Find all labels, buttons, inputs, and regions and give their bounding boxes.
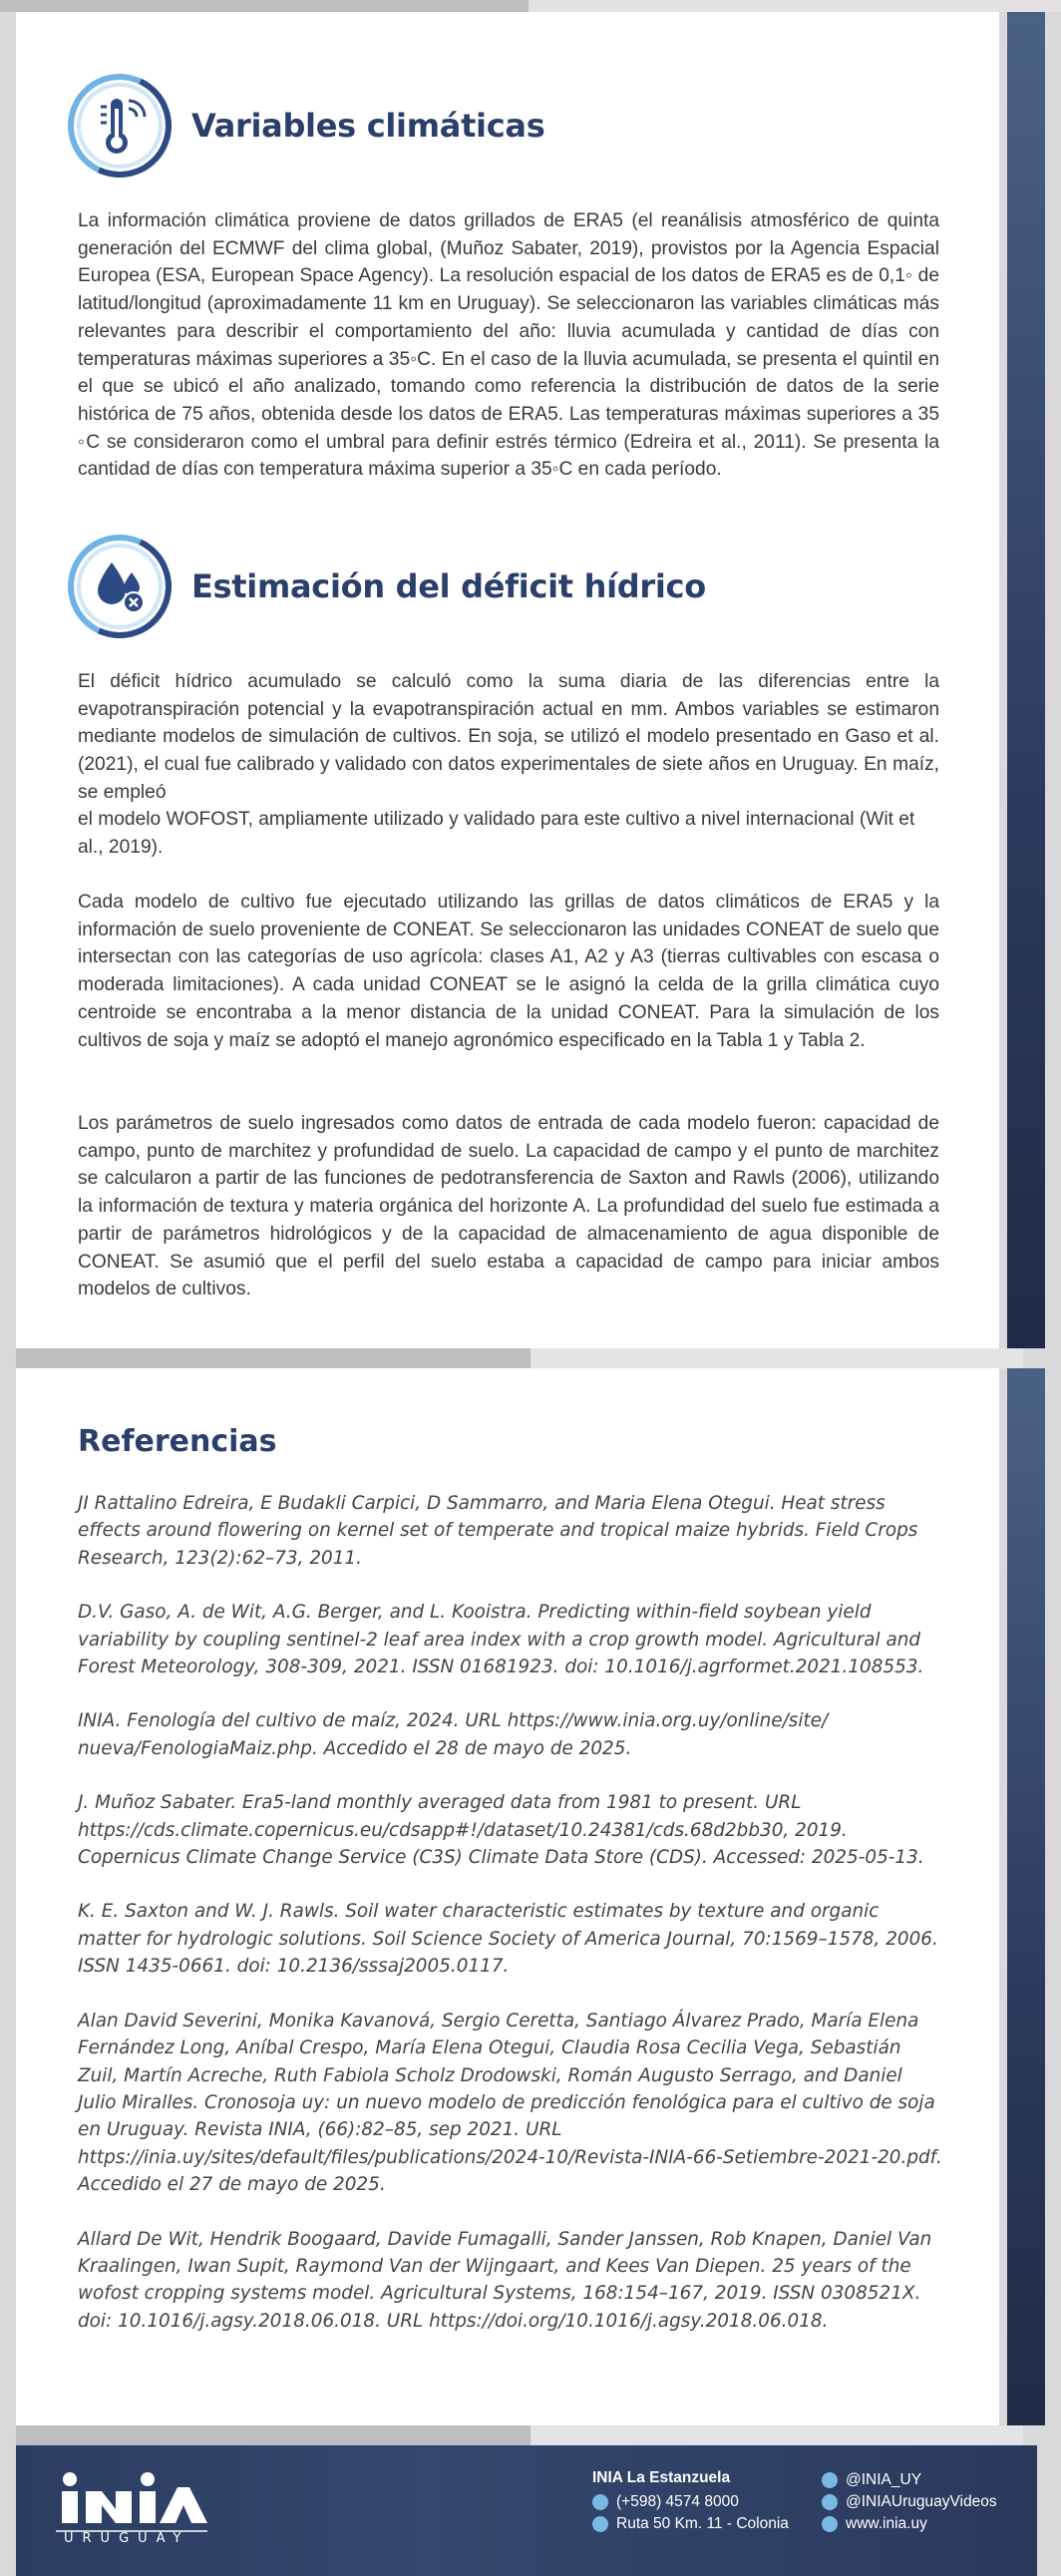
references-title: Referencias [78, 1424, 277, 1459]
footer-address: Ruta 50 Km. 11 - Colonia [616, 2515, 789, 2532]
deficit-paragraph-2: Cada modelo de cultivo fue ejecutado utilizando las grillas de datos climáticos de ERA5 y la información de suelo proveniente de CONEAT. Se seleccionaron las unidades CONEAT de suelo que intersectan con las categorías de uso agrícola: clases A1, A2 y A3 (tierras cultivables con escasa o moderada limitaciones). A cada unidad CONEAT se le asignó la celda de la grilla climática cuyo centroide se encontraba a la menor distancia de la unidad CONEAT. Para la simulación de los cultivos de soja y maíz se adoptó el manejo agronómico especificado en la Tabla 1 y Tabla 2. [78, 892, 939, 1051]
top-strip [0, 0, 1061, 12]
footer-station: INIA La Estanzuela [592, 2469, 731, 2486]
footer-phone[interactable]: (+598) 4574 8000 [616, 2493, 739, 2510]
climate-section-header [68, 74, 544, 178]
reference-item: Alan David Severini, Monika Kavanová, Sergio Ceretta, Santiago Álvarez Prado, María Elena Fernández Long, Aníbal Crespo, María Elena Otegui, Claudia Rosa Cecilia Vega, Sebastián Zuil, Martín Acreche, Ruth Fabiola Scholz Drodowski, Román Augusto Serrago, and Daniel Julio Miralles. Cronosoja uy: un nuevo modelo de predicción fenológica para el cultivo de soja en Uruguay. Revista INIA, (66):82–85, sep 2021. URL https://inia.uy/sites/default/files/publications/2024-10/Revista-INIA-66-Setiembre-2021-20.pdf. Accedido el 27 de mayo de 2025. [78, 2010, 942, 2196]
page-1-sidebar [1007, 12, 1045, 1348]
reference-item: K. E. Saxton and W. J. Rawls. Soil water characteristic estimates by texture and organic matter for hydrologic solutions. Soil Science Society of America Journal, 70:1569–1578, 2006. ISSN 1435-0661. doi: 10.2136/sssaj2005.0117. [78, 1901, 938, 1978]
footer-social [822, 2469, 997, 2535]
climate-section-title: Variables climáticas [191, 107, 545, 145]
deficit-paragraph-1a: El déficit hídrico acumulado se calculó como la suma diaria de las diferencias entre la evapotranspiración potencial y la evapotranspiración actual en mm. Ambos variables se estimaron mediante modelos de simulación de cultivos. En soja, se utilizó el modelo presentado en Gaso et al. (2021), el cual fue calibrado y validado con datos experimentales de siete años en Uruguay. En maíz, se empleó [78, 671, 939, 803]
reference-item: INIA. Fenología del cultivo de maíz, 2024. URL https://www.inia.org.uy/online/site/ nueva/FenologiaMaiz.php. Accedido el 28 de mayo de 2025. [78, 1710, 829, 1759]
video-icon [822, 2494, 838, 2510]
logo-country: URUGUAY [64, 2531, 190, 2546]
footer [16, 2445, 1037, 2576]
references-list [78, 1490, 945, 2362]
footer-separator [16, 2425, 1023, 2445]
climate-paragraph: La información climática proviene de datos grillados de ERA5 (el reanálisis atmosférico de quinta generación del ECMWF del clima global, (Muñoz Sabater, 2019), provistos por la Agencia Espacial Europea (ESA, European Space Agency). La resolución espacial de los datos de ERA5 es de 0,1◦ de latitud/longitud (aproximadamente 11 km en Uruguay). Se seleccionaron las variables climáticas más relevantes para describir el comportamiento del año: lluvia acumulada y cantidad de días con temperaturas máximas superiores a 35◦C. En el caso de la lluvia acumulada, se presenta el quintil en el que se ubicó el año analizado, tomando como referencia la distribución de datos de la serie histórica de 75 años, obtenida desde los datos de ERA5. Las temperaturas máximas superiores a 35 ◦C se consideraron como el umbral para definir estrés térmico (Edreira et al., 2011). Se presenta la cantidad de días con temperatura máxima superior a 35◦C en cada período. [78, 210, 939, 481]
phone-icon [592, 2494, 608, 2510]
page-2-sidebar [1007, 1368, 1045, 2425]
deficit-paragraph-3: Los parámetros de suelo ingresados como datos de entrada de cada modelo fueron: capacidad de campo, punto de marchitez y profundidad de suelo. La capacidad de campo y el punto de marchitez se calcularon a partir de las funciones de pedotransferencia de Saxton and Rawls (2006), utilizando la información de textura y materia orgánica del horizonte A. La profundidad del suelo fue estimada a partir de parámetros hidrológicos y de la capacidad de almacenamiento de agua disponible de CONEAT. Se asumió que el perfil del suelo estaba a capacidad de campo para iniciar ambos modelos de cultivos. [78, 1113, 939, 1300]
at-icon [822, 2472, 838, 2488]
deficit-section-title: Estimación del déficit hídrico [191, 567, 706, 605]
reference-item: Allard De Wit, Hendrik Boogaard, Davide Fumagalli, Sander Janssen, Rob Knapen, Daniel Van Kraalingen, Iwan Supit, Raymond Van der Wijngaart, and Kees Van Diepen. 25 years of the wofost cropping systems model. Agricultural Systems, 168:154–167, 2019. ISSN 0308521X. doi: 10.1016/j.agsy.2018.06.018. URL https://doi.org/10.1016/j.agsy.2018.06.018. [78, 2228, 932, 2332]
thermometer-icon-circle [68, 74, 172, 178]
reference-item: D.V. Gaso, A. de Wit, A.G. Berger, and L. Kooistra. Predicting within-field soybean yield variability by coupling sentinel-2 leaf area index with a crop growth model. Agricultural and Forest Meteorology, 308-309, 2021. ISSN 01681923. doi: 10.1016/j.agrformet.2021.108553. [78, 1602, 924, 1678]
reference-item: J. Muñoz Sabater. Era5-land monthly averaged data from 1981 to present. URL https://cds.climate.copernicus.eu/cdsapp#!/dataset/10.24381/cds.68d2bb30, 2019. Copernicus Climate Change Service (C3S) Climate Data Store (CDS). Accessed: 2025-05-13. [78, 1792, 924, 1869]
footer-contact [592, 2469, 789, 2535]
deficit-paragraph-1b: el modelo WOFOST, ampliamente utilizado y validado para este cultivo a nivel internacional (Wit et al., 2019). [78, 809, 915, 858]
thermometer-icon [93, 95, 147, 157]
location-icon [592, 2516, 608, 2532]
reference-item: JI Rattalino Edreira, E Budakli Carpici, D Sammarro, and Maria Elena Otegui. Heat stress effects around flowering on kernel set of temperate and tropical maize hybrids. Field Crops Research, 123(2):62–73, 2011. [78, 1493, 918, 1569]
web-icon [822, 2516, 838, 2532]
footer-web[interactable]: www.inia.uy [846, 2515, 927, 2532]
deficit-section-header [68, 535, 706, 638]
water-deficit-icon-circle [68, 535, 172, 638]
page-separator [16, 1348, 1023, 1368]
water-deficit-icon [90, 556, 150, 616]
footer-youtube[interactable]: @INIAUruguayVideos [846, 2493, 997, 2510]
footer-twitter[interactable]: @INIA_UY [846, 2471, 922, 2488]
